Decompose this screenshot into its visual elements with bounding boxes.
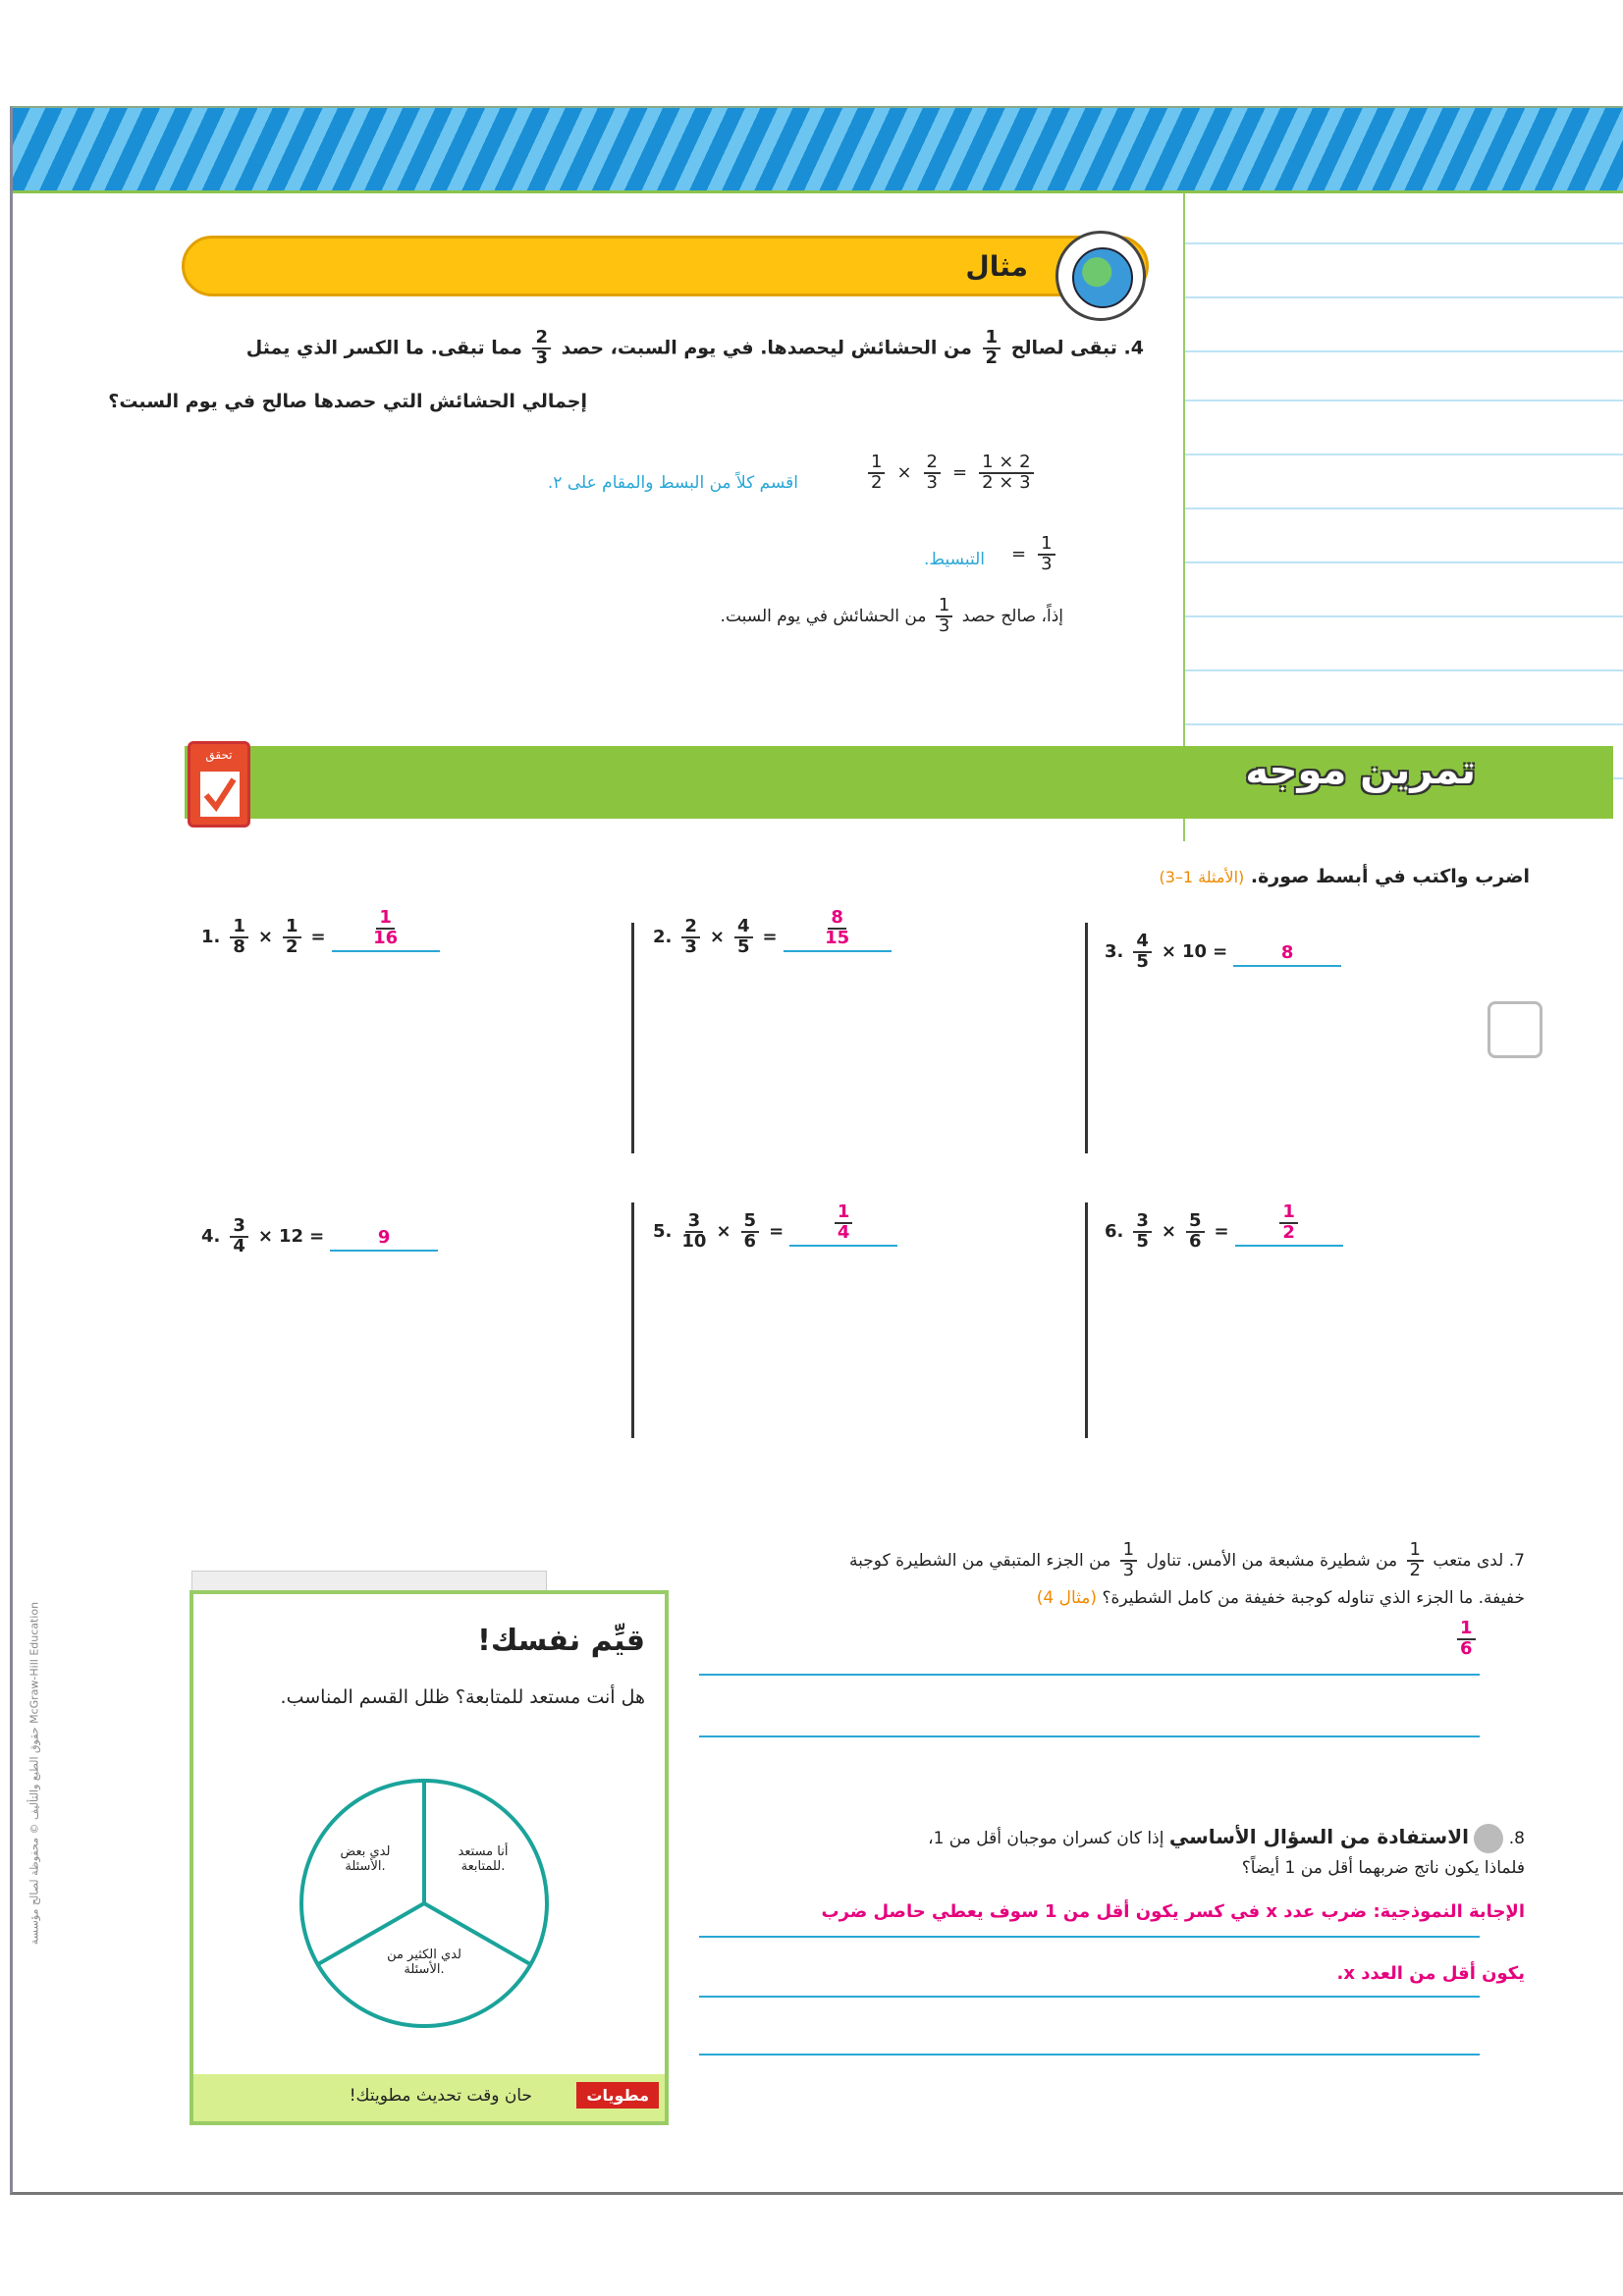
example-step2-note: التبسيط. xyxy=(924,550,985,569)
column-divider xyxy=(1085,923,1088,1153)
instruction-text: اضرب واكتب في أبسط صورة. xyxy=(1250,866,1530,887)
copyright-side-text: حقوق الطبع والتأليف © محفوظة لصالح مؤسسة McGraw-Hill Education xyxy=(27,1601,41,1946)
question-7-line2 xyxy=(661,1588,1525,1608)
guided-practice-banner xyxy=(185,746,1613,819)
check-badge xyxy=(188,741,250,828)
guided-instruction xyxy=(1159,866,1530,887)
instruction-reference: (الأمثلة 1–3) xyxy=(1159,868,1245,886)
conclusion-text: من الحشائش في يوم السبت. xyxy=(720,606,927,626)
example-problem xyxy=(172,329,1144,368)
problem-number: 1. xyxy=(201,927,221,948)
problem-4: 4. $\frac{3}{4}$ × 12 = 9 xyxy=(201,1217,438,1256)
problem-5: 5. $\frac{3}{10}$ × $\frac{5}{6}$ = $\frac{1}{4}$ xyxy=(653,1212,897,1252)
conclusion-text: إذاً، صالح حصد xyxy=(961,606,1063,626)
column-divider xyxy=(631,923,634,1153)
example-step1-note: اقسم كلاً من البسط والمقام على ٢. xyxy=(547,473,798,493)
answer-field[interactable]: 9 xyxy=(330,1222,438,1252)
problem-3: 3. $\frac{4}{5}$ × 10 = 8 xyxy=(1105,933,1341,972)
answer-field[interactable]: $\frac{1}{16}$ xyxy=(332,923,440,952)
answer-field[interactable]: $\frac{1}{2}$ xyxy=(1235,1217,1343,1247)
question-text: لدى متعب xyxy=(1433,1550,1504,1571)
question-8-answer-2: يكون أقل من العدد x. xyxy=(1336,1963,1525,1984)
question-7: 7. لدى متعب $\frac{1}{2}$ من شطيرة مشبعة من الأمس. تناول $\frac{1}{3}$ من الجزء المتبقي من الشطيرة كوجبة xyxy=(849,1539,1525,1580)
question-8-answer-1: الإجابة النموذجية: ضرب عدد x في كسر يكون أقل من 1 سوف يعطي حاصل ضرب xyxy=(821,1901,1525,1922)
notes-panel xyxy=(1183,193,1623,841)
example-problem-line2: إجمالي الحشائش التي حصدها صالح في يوم السبت؟ xyxy=(108,391,587,412)
example-step1: $\frac{1}{2}$ × $\frac{2}{3}$ = $\frac{1 \times 2}{2 \times 3}$ xyxy=(864,454,1038,493)
question-8-line2: فلماذا يكون ناتج ضربهما أقل من 1 أيضاً؟ xyxy=(1241,1858,1525,1878)
question-reference: (مثال 4) xyxy=(1036,1588,1098,1608)
checkmark-icon xyxy=(200,772,240,817)
header-stripe xyxy=(13,108,1623,190)
problem-text: تبقى لصالح xyxy=(1010,337,1117,359)
fraction: $\frac{1}{2}$ xyxy=(983,329,1001,368)
problem-6: 6. $\frac{3}{5}$ × $\frac{5}{6}$ = $\frac{1}{2}$ xyxy=(1105,1212,1343,1252)
self-check-footer xyxy=(193,2074,665,2121)
example-problem-number: 4. xyxy=(1123,337,1144,359)
problem-number: 3. xyxy=(1105,941,1124,963)
question-8 xyxy=(661,1824,1525,1853)
problem-number: 2. xyxy=(653,927,673,948)
example-title: مثال xyxy=(965,250,1028,283)
fraction: $\frac{2}{3}$ xyxy=(924,454,941,493)
foldables-tag: مطويات xyxy=(576,2082,659,2109)
answer-line[interactable] xyxy=(699,1996,1480,1998)
question-text: خفيفة. ما الجزء الذي تناوله كوجبة خفيفة من كامل الشطيرة؟ xyxy=(1102,1588,1525,1608)
question-text: إذا كان كسران موجبان أقل من 1، xyxy=(928,1829,1164,1848)
globe-icon xyxy=(1055,231,1146,321)
question-text: من الجزء المتبقي من الشطيرة كوجبة xyxy=(849,1550,1111,1571)
fraction: $\frac{1}{2}$ xyxy=(868,454,885,493)
self-check-question: هل أنت مستعد للمتابعة؟ ظلل القسم المناسب. xyxy=(280,1686,645,1708)
fraction: $\frac{2}{3}$ xyxy=(532,329,551,368)
essential-question-icon xyxy=(1474,1824,1503,1853)
answer-line[interactable] xyxy=(699,1674,1480,1676)
self-check-title: قيِّم نفسك! xyxy=(477,1624,645,1658)
answer-field[interactable]: $\frac{1}{4}$ xyxy=(789,1217,897,1247)
problem-text: من الحشائش ليحصدها. في يوم السبت، حصد xyxy=(561,337,972,359)
guided-practice-title: تمرين موجه xyxy=(1245,748,1476,793)
question-text: من شطيرة مشبعة من الأمس. تناول xyxy=(1146,1550,1398,1571)
pie-segment-some-questions[interactable]: لدي بعض الأسئلة. xyxy=(340,1844,391,1874)
pie-segment-many-questions[interactable]: لدي الكثير من الأسئلة. xyxy=(387,1948,461,1977)
whole-number: 10 xyxy=(1182,941,1208,963)
example-conclusion xyxy=(721,597,1063,636)
whole-number: 12 xyxy=(279,1226,304,1248)
self-check-pie[interactable] xyxy=(292,1771,557,2036)
question-7-answer: $\frac{1}{6}$ xyxy=(1453,1620,1480,1659)
column-divider xyxy=(631,1202,634,1438)
example-step2: = $\frac{1}{3}$ xyxy=(1011,535,1059,574)
pie-segment-ready[interactable]: أنا مستعد للمتابعة. xyxy=(458,1844,509,1874)
problem-number: 5. xyxy=(653,1221,673,1243)
question-title: الاستفادة من السؤال الأساسي xyxy=(1168,1825,1469,1848)
column-divider xyxy=(1085,1202,1088,1438)
problem-text: مما تبقى. ما الكسر الذي يمثل xyxy=(245,337,522,359)
check-badge-label: تحقق xyxy=(205,748,233,762)
question-number: 7. xyxy=(1508,1550,1525,1571)
fraction: $\frac{1}{3}$ xyxy=(936,597,952,636)
fraction: $\frac{1 \times 2}{2 \times 3}$ xyxy=(979,454,1033,493)
problem-2: 2. $\frac{2}{3}$ × $\frac{4}{5}$ = $\frac{8}{15}$ xyxy=(653,918,892,957)
footer-text: حان وقت تحديث مطويتك! xyxy=(349,2086,532,2106)
example-banner xyxy=(182,236,1149,296)
problem-1: 1. $\frac{1}{8}$ × $\frac{1}{2}$ = $\frac{1}{16}$ xyxy=(201,918,440,957)
answer-line[interactable] xyxy=(699,1735,1480,1737)
fraction: $\frac{1}{3}$ xyxy=(1038,535,1055,574)
self-check-panel xyxy=(189,1590,669,2125)
question-number: 8. xyxy=(1508,1829,1525,1848)
answer-line[interactable] xyxy=(699,1936,1480,1938)
digital-tool-icon[interactable] xyxy=(1488,1001,1542,1058)
answer-line[interactable] xyxy=(699,2054,1480,2056)
problem-number: 6. xyxy=(1105,1221,1124,1243)
problem-number: 4. xyxy=(201,1226,221,1248)
answer-field[interactable]: $\frac{8}{15}$ xyxy=(784,923,892,952)
answer-field[interactable]: 8 xyxy=(1233,937,1341,967)
